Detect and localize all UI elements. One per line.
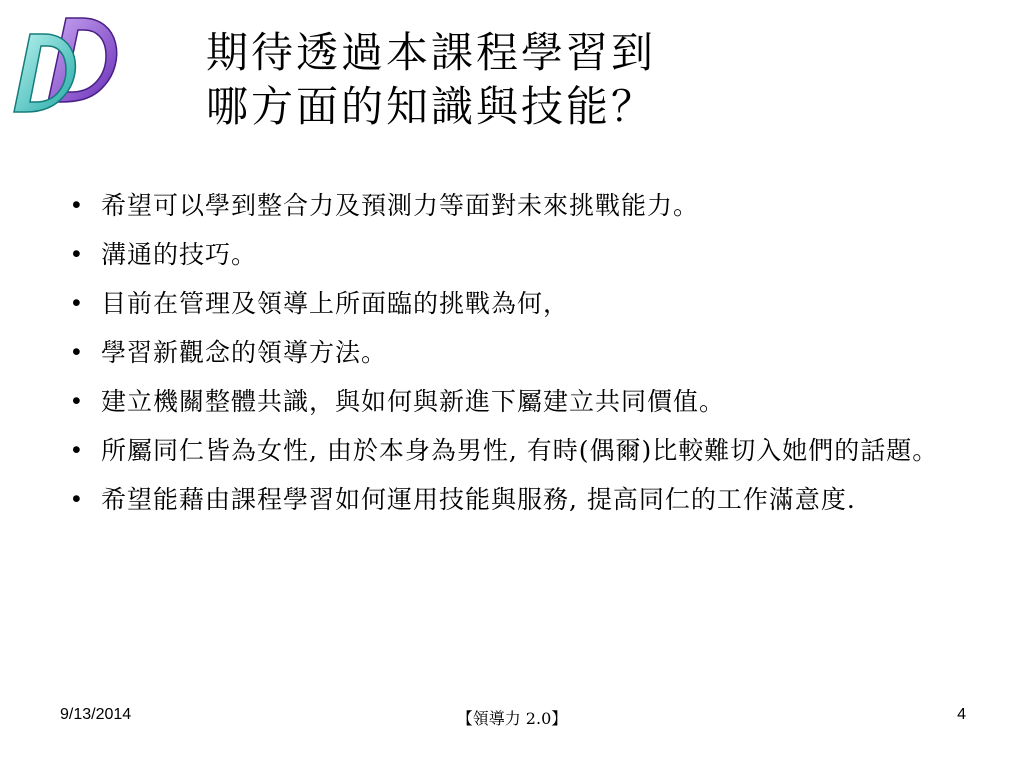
title-line-2: 哪方面的知識與技能？	[206, 82, 657, 131]
bullet-item	[72, 331, 972, 374]
bullet-icon: •	[72, 387, 82, 415]
bullet-list	[72, 184, 972, 527]
bullet-icon: •	[72, 289, 82, 317]
bullet-item	[72, 429, 972, 472]
bullet-item	[72, 380, 972, 423]
bullet-item	[72, 233, 972, 276]
title-line-1: 期待透過本課程學習到	[206, 28, 657, 77]
bullet-text: 建立機關整體共識，與如何與新進下屬建立共同價值。	[101, 387, 726, 416]
slide-title	[206, 26, 926, 134]
bullet-icon: •	[72, 191, 82, 219]
page-number: 4	[957, 706, 966, 723]
bullet-item	[72, 282, 972, 325]
bullet-item	[72, 184, 972, 227]
bullet-text: 希望可以學到整合力及預測力等面對未來挑戰能力。	[101, 191, 700, 220]
bullet-text: 學習新觀念的領導方法。	[101, 338, 388, 367]
bullet-icon: •	[72, 485, 82, 513]
footer-date: 9/13/2014	[60, 706, 132, 723]
dd-logo-icon	[8, 12, 126, 120]
bullet-text: 希望能藉由課程學習如何運用技能與服務, 提高同仁的工作滿意度.	[101, 485, 856, 514]
bullet-icon: •	[72, 436, 82, 464]
bullet-item	[72, 478, 972, 521]
footer-title: 【領導力 2.0】	[456, 709, 568, 728]
bullet-text: 目前在管理及領導上所面臨的挑戰為何，	[101, 289, 570, 318]
bullet-icon: •	[72, 240, 82, 268]
bullet-text: 所屬同仁皆為女性, 由於本身為男性, 有時(偶爾)比較難切入她們的話題。	[101, 436, 939, 465]
bullet-text: 溝通的技巧。	[101, 240, 258, 269]
bullet-icon: •	[72, 338, 82, 366]
